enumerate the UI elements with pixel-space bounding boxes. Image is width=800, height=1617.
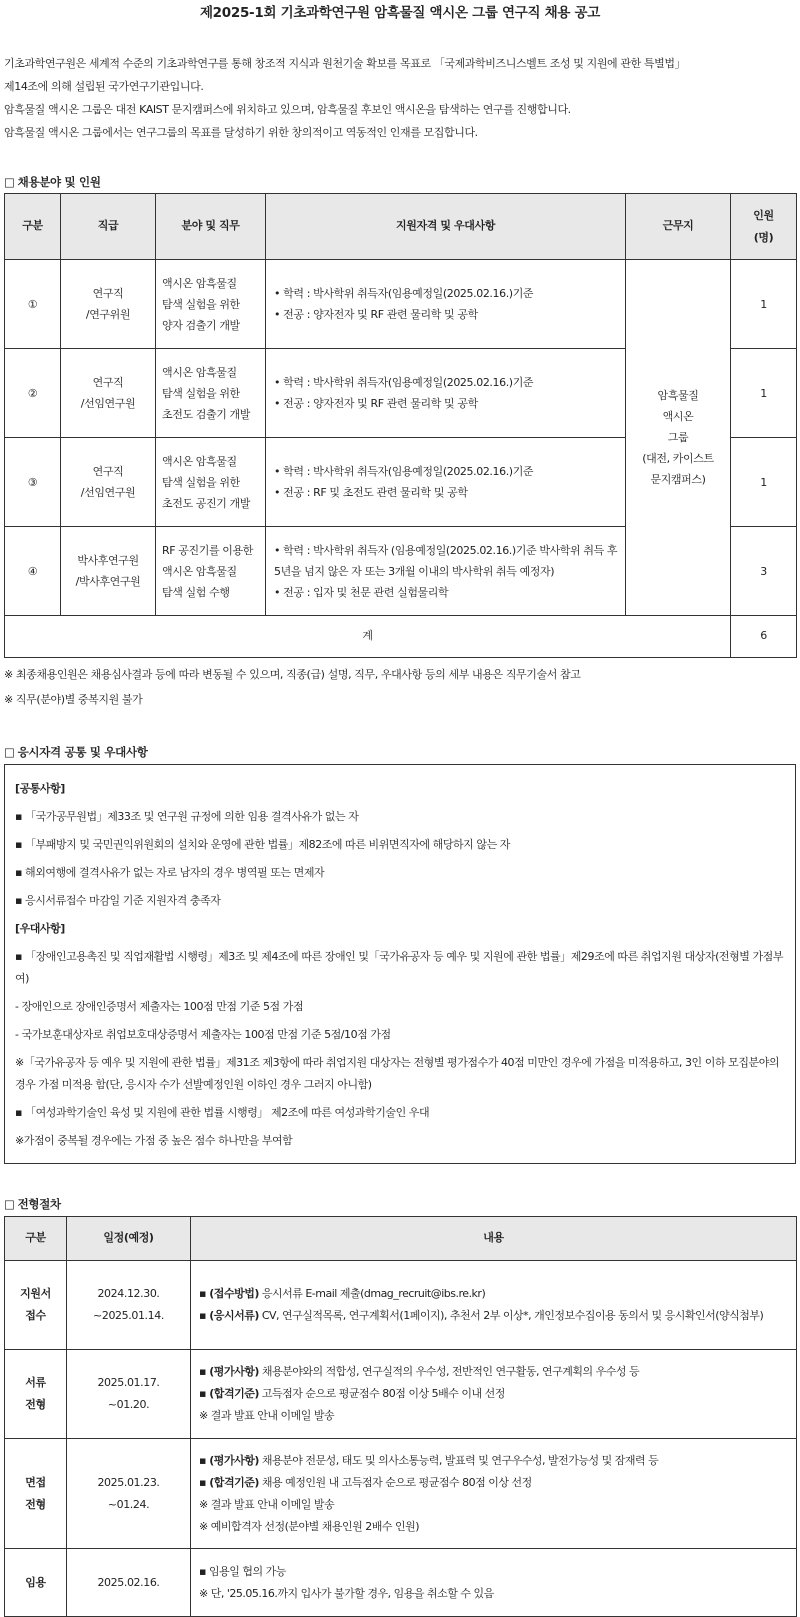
category-line: 면접 [25,1475,46,1489]
row-rank [61,527,156,616]
category-line: 지원서 [20,1287,51,1300]
positions-notes [4,662,796,712]
row-rank [61,260,156,349]
section-title-text: 채용분야 및 인원 [17,175,101,190]
content-line [199,1361,796,1383]
row-number: ③ [5,438,61,527]
date-line: 2025.01.17. [97,1376,160,1389]
content-line [199,1283,796,1305]
row-number: ② [5,349,61,438]
header-qualification: 지원자격 및 우대사항 [266,194,626,260]
row-field [156,438,266,527]
location-line: 문지캠퍼스) [650,473,706,486]
content-label: ▪ (합격기준) [199,1387,259,1400]
header-schedule: 일정(예정) [67,1217,191,1261]
date-line: ~01.20. [107,1398,150,1411]
category-line: 접수 [25,1309,46,1322]
row-qualification [266,349,626,438]
category-line: 임용 [25,1575,46,1589]
row-count: 1 [731,349,797,438]
common-item: ▪ 「부패방지 및 국민권익위원회의 설치와 운영에 관한 법률」제82조에 따른 비위면직자에 해당하지 않는 자 [15,838,510,851]
content-line [199,1494,796,1516]
note-line: ※ 최종채용인원은 채용심사결과 등에 따라 변동될 수 있으며, 직종(급) 설명, 직무, 우대사항 등의 세부 내용은 직무기술서 참고 [4,668,581,681]
common-item: ▪ 해외여행에 결격사유가 없는 자로 남자의 경우 병역필 또는 면제자 [15,866,325,879]
qual-line: • 전공 : RF 및 초전도 관련 물리학 및 공학 [274,486,468,499]
page-title: 제2025-1회 기초과학연구원 암흑물질 액시온 그룹 연구직 채용 공고 [199,5,601,21]
content-line [199,1472,796,1494]
field-line: RF 공진기를 이용한 [162,543,253,557]
content-text: ※ 예비합격자 선정(분야별 채용인원 2배수 인원) [199,1519,420,1533]
process-category [5,1549,67,1617]
preference-item: ▪ 「장애인고용촉진 및 직업재활법 시행령」제3조 및 제4조에 따른 장애인 및「국가유공자 등 예우 및 지원에 관한 법률」제29조에 따른 취업지원 대상자(전형별 가점부여) [15,950,784,985]
content-text: 고득점자 순으로 평균점수 80점 이상 5배수 이내 선정 [258,1387,505,1400]
common-item: ▪ 응시서류접수 마감일 기준 지원자격 충족자 [15,894,221,907]
row-field [156,349,266,438]
qual-line: • 전공 : 입자 및 천문 관련 실험물리학 [274,585,449,599]
content-label: ▪ (평가사항) [199,1365,259,1378]
content-text: 응시서류 E-mail 제출(dmag_recruit@ibs.re.kr) [258,1287,486,1300]
row-number: ① [5,260,61,349]
rank-line: /박사후연구원 [75,575,141,588]
preference-item: - 장애인으로 장애인증명서 제출자는 100점 만점 기준 5점 가점 [15,1000,304,1013]
row-qualification [266,527,626,616]
content-line [199,1561,796,1583]
row-count: 1 [731,438,797,527]
header-rank: 직급 [61,194,156,260]
process-category [5,1261,67,1350]
preference-item: ※가점이 중복될 경우에는 가점 중 높은 점수 하나만을 부여함 [15,1134,293,1147]
section-title-eligibility [4,738,796,760]
content-line [199,1583,796,1605]
location-line: 그룹 [667,431,689,444]
field-line: 탐색 실험을 위한 [162,386,240,400]
location-line: 액시온 [662,410,694,423]
header-category: 구분 [5,194,61,260]
category-line: 전형 [25,1497,46,1511]
table-row [5,1350,797,1439]
content-label: ▪ (평가사항) [199,1453,259,1467]
header-field: 분야 및 직무 [156,194,266,260]
rank-line: /선임연구원 [80,397,136,410]
row-count: 3 [731,527,797,616]
process-category [5,1350,67,1439]
intro-paragraph [4,52,796,144]
process-content [191,1439,797,1549]
row-qualification [266,438,626,527]
content-line [199,1450,796,1472]
table-row [5,1549,797,1617]
field-line: 액시온 암흑물질 [162,564,237,578]
field-line: 탐색 실험 수행 [162,585,230,599]
rank-line: 연구직 [92,376,124,389]
content-line [199,1383,796,1405]
preference-item: ※「국가유공자 등 예우 및 지원에 관한 법률」제31조 제3항에 따라 취업지원 대상자는 전형별 평가점수가 40점 미만인 경우에 가점을 미적용하고, 3인 이하 모집분야의 경우 가점 미적용 함(단, 응시자 수가 선발예정인원 이하인 경우 그러지 아니함) [15,1056,780,1091]
content-text: ※ 단, '25.05.16.까지 입사가 불가할 경우, 임용을 취소할 수 있음 [199,1586,494,1600]
positions-table [4,193,797,658]
field-line: 액시온 암흑물질 [162,454,237,468]
field-line: 탐색 실험을 위한 [162,297,240,311]
table-header-row [5,1217,797,1261]
content-text: ※ 결과 발표 안내 이메일 발송 [199,1409,335,1422]
table-row [5,1439,797,1549]
date-line: 2025.02.16. [97,1575,160,1589]
process-content [191,1350,797,1439]
content-label: ▪ (합격기준) [199,1475,259,1489]
process-date [67,1261,191,1350]
row-field [156,260,266,349]
rank-line: 연구직 [92,465,124,478]
rank-line: 박사후연구원 [77,554,139,567]
preference-item: - 국가보훈대상자로 취업보호대상증명서 제출자는 100점 만점 기준 5점/10점 가점 [15,1028,391,1041]
category-line: 전형 [25,1398,46,1411]
intro-line: 제14조에 의해 설립된 국가연구기관입니다. [4,80,204,93]
content-text: ▪ 임용일 협의 가능 [199,1564,286,1578]
qual-line: • 학력 : 박사학위 취득자(임용예정일(2025.02.16.)기준 [274,287,534,300]
location-line: 암흑물질 [657,389,699,402]
field-line: 탐색 실험을 위한 [162,475,240,489]
section-title-process [4,1190,796,1212]
common-heading: [공통사항] [15,782,65,795]
content-line [199,1405,796,1427]
category-line: 서류 [25,1376,46,1389]
process-date [67,1549,191,1617]
content-line [199,1516,796,1538]
content-label: ▪ (접수방법) [199,1287,259,1300]
section-title-positions [4,168,796,190]
intro-line: 암흑물질 액시온 그룹에서는 연구그룹의 목표를 달성하기 위한 창의적이고 역동적인 인재를 모집합니다. [4,126,478,139]
row-rank [61,349,156,438]
field-line: 액시온 암흑물질 [162,365,237,379]
section-title-text: 전형절차 [17,1197,61,1212]
table-header-row [5,194,797,260]
eligibility-box [4,764,796,1164]
content-line [199,1305,796,1327]
row-qualification [266,260,626,349]
date-line: 2024.12.30. [97,1287,160,1300]
row-count: 1 [731,260,797,349]
total-label: 계 [5,616,731,658]
table-row [5,1261,797,1350]
rank-line: 연구직 [92,287,124,300]
note-line: ※ 직무(분야)별 중복지원 불가 [4,693,143,706]
process-content [191,1549,797,1617]
process-content [191,1261,797,1350]
rank-line: /연구위원 [85,308,131,321]
date-line: 2025.01.23. [97,1475,160,1489]
table-row [5,260,797,349]
intro-line: 기초과학연구원은 세계적 수준의 기초과학연구를 통해 창조적 지식과 원천기술 확보를 목표로 「국제과학비즈니스벨트 조성 및 지원에 관한 특별법」 [4,57,686,70]
checkbox-icon: □ [4,1197,15,1212]
row-number: ④ [5,527,61,616]
qual-line: • 학력 : 박사학위 취득자(임용예정일(2025.02.16.)기준 [274,376,534,389]
total-row [5,616,797,658]
rank-line: /선임연구원 [80,486,136,499]
checkbox-icon: □ [4,175,15,190]
qual-line: • 전공 : 양자전자 및 RF 관련 물리학 및 공학 [274,308,478,321]
header-location: 근무지 [626,194,731,260]
process-category [5,1439,67,1549]
field-line: 액시온 암흑물질 [162,276,237,290]
location-cell [626,260,731,616]
content-text: 채용 예정인원 내 고득점자 순으로 평균점수 80점 이상 선정 [258,1475,532,1489]
total-count: 6 [731,616,797,658]
field-line: 초전도 공진기 개발 [162,496,251,510]
preference-item: ▪ 「여성과학기술인 육성 및 지원에 관한 법률 시행령」 제2조에 따른 여성과학기술인 우대 [15,1106,430,1119]
preference-heading: [우대사항] [15,922,65,935]
qual-line: 5년을 넘지 않은 자 또는 3개월 이내의 박사학위 취득 예정자) [274,564,555,578]
field-line: 양자 검출기 개발 [162,318,240,332]
checkbox-icon: □ [4,745,15,760]
section-title-text: 응시자격 공통 및 우대사항 [17,745,148,760]
content-text: ※ 결과 발표 안내 이메일 발송 [199,1497,335,1511]
process-date [67,1350,191,1439]
header-count: 인원 (명) [731,194,797,260]
location-line: (대전, 카이스트 [642,452,714,465]
date-line: ~2025.01.14. [93,1309,164,1322]
qual-line: • 학력 : 박사학위 취득자 (임용예정일(2025.02.16.)기준 박사학위 취득 후 [274,543,618,557]
process-table [4,1216,797,1617]
row-rank [61,438,156,527]
content-label: ▪ (응시서류) [199,1309,259,1322]
qual-line: • 학력 : 박사학위 취득자(임용예정일(2025.02.16.)기준 [274,465,534,478]
header-content: 내용 [191,1217,797,1261]
common-item: ▪ 「국가공무원법」제33조 및 연구원 규정에 의한 임용 결격사유가 없는 자 [15,810,359,823]
content-text: CV, 연구실적목록, 연구계획서(1페이지), 추천서 2부 이상*, 개인정보수집이용 동의서 및 응시확인서(양식첨부) [258,1309,764,1322]
content-text: 채용분야와의 적합성, 연구실적의 우수성, 전반적인 연구활동, 연구계획의 우수성 등 [258,1365,640,1378]
header-category: 구분 [5,1217,67,1261]
qual-line: • 전공 : 양자전자 및 RF 관련 물리학 및 공학 [274,397,478,410]
process-date [67,1439,191,1549]
intro-line: 암흑물질 액시온 그룹은 대전 KAIST 문지캠퍼스에 위치하고 있으며, 암흑물질 후보인 액시온을 탐색하는 연구를 진행합니다. [4,103,571,116]
content-text: 채용분야 전문성, 태도 및 의사소통능력, 발표력 및 연구우수성, 발전가능성 및 잠재력 등 [258,1453,659,1467]
field-line: 초전도 검출기 개발 [162,407,251,421]
row-field [156,527,266,616]
date-line: ~01.24. [107,1497,150,1511]
